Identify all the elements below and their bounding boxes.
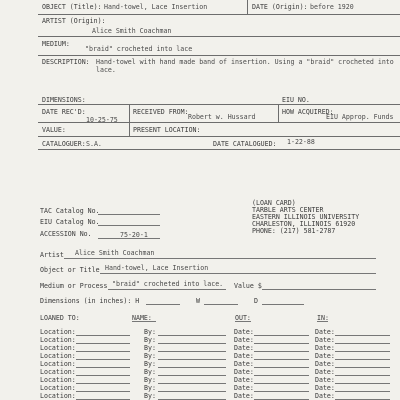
value-line [262, 289, 376, 290]
loan-artist-value: Alice Smith Coachman [75, 249, 155, 257]
divider [38, 136, 400, 137]
loan-row-location-label: Location: [40, 328, 76, 336]
loan-row-out-date-line [254, 367, 309, 368]
loan-row-in-date-line [335, 351, 390, 352]
loan-row-in-date-label: Date: [315, 344, 335, 352]
received-from-value: Robert w. Hussard [188, 113, 256, 121]
accession-line [98, 238, 160, 239]
accession-value: 75-20-1 [120, 231, 148, 239]
loan-row-in-date-label: Date: [315, 360, 335, 368]
loan-row-in-date-line [335, 391, 390, 392]
loan-row-out-date-line [254, 359, 309, 360]
date-catalogued-label: DATE CATALOGUED: [213, 140, 277, 148]
loan-row-by-line [158, 343, 226, 344]
tac-catalog-line [98, 214, 160, 215]
loan-row-out-date-line [254, 335, 309, 336]
loan-row-location-label: Location: [40, 352, 76, 360]
divider [278, 104, 279, 122]
dimensions-label: DIMENSIONS: [42, 96, 86, 104]
divider [38, 14, 400, 15]
out-column-label: OUT: [235, 314, 251, 322]
institution-name: TARBLE ARTS CENTER [252, 206, 324, 214]
loan-row-in-date-line [335, 335, 390, 336]
object-line [100, 273, 376, 274]
value-label: VALUE: [42, 126, 66, 134]
loan-row-by-line [158, 375, 226, 376]
date-origin-label: DATE (Origin): [252, 3, 308, 11]
loan-row-by-label: By: [144, 376, 156, 384]
loan-row-in-date-line [335, 383, 390, 384]
in-underline [317, 321, 328, 322]
loan-row-by-line [158, 383, 226, 384]
description-label: DESCRIPTION: [42, 58, 90, 66]
date-recd-label: DATE REC'D: [42, 108, 86, 116]
loan-row-out-date-label: Date: [234, 352, 254, 360]
divider [38, 122, 400, 123]
loan-row-by-label: By: [144, 344, 156, 352]
loan-medium-value: "braid" crocheted into lace. [112, 280, 224, 288]
loan-row-in-date-label: Date: [315, 368, 335, 376]
loan-row-location-line [76, 343, 130, 344]
how-acquired-label: HOW ACQUIRED: [282, 108, 334, 116]
loan-row-in-date-line [335, 375, 390, 376]
divider [247, 0, 248, 14]
loan-row-out-date-label: Date: [234, 328, 254, 336]
loan-row-out-date-line [254, 351, 309, 352]
loan-row-out-date-line [254, 391, 309, 392]
loan-row-by-line [158, 367, 226, 368]
width-label: W [196, 297, 200, 305]
loan-row-out-date-label: Date: [234, 360, 254, 368]
loan-row-in-date-label: Date: [315, 376, 335, 384]
divider [38, 149, 400, 150]
loan-row-location-label: Location: [40, 344, 76, 352]
loan-row-out-date-label: Date: [234, 384, 254, 392]
loan-artist-label: Artist [40, 251, 64, 259]
loan-row-by-line [158, 351, 226, 352]
loan-row-location-line [76, 375, 130, 376]
city-state: CHARLESTON, ILLINOIS 61920 [252, 220, 356, 228]
object-label: OBJECT (Title): [42, 3, 102, 11]
loan-row-out-date-line [254, 375, 309, 376]
eiu-catalog-label: EIU Catalog No. [40, 218, 100, 226]
depth-label: D [254, 297, 258, 305]
loan-row-by-line [158, 359, 226, 360]
loan-row-out-date-label: Date: [234, 376, 254, 384]
loan-row-by-label: By: [144, 384, 156, 392]
loan-row-in-date-label: Date: [315, 336, 335, 344]
loan-object-label: Object or Title [40, 266, 100, 274]
in-column-label: IN: [317, 314, 329, 322]
loan-row-by-label: By: [144, 336, 156, 344]
loan-row-out-date-label: Date: [234, 392, 254, 400]
divider [129, 122, 130, 136]
loan-row-location-line [76, 359, 130, 360]
loan-row-out-date-line [254, 383, 309, 384]
divider [38, 36, 400, 37]
loan-row-out-date-label: Date: [234, 368, 254, 376]
loan-row-location-line [76, 351, 130, 352]
received-from-label: RECEIVED FROM: [133, 108, 189, 116]
loan-dimensions-label: Dimensions (in inches): H [40, 297, 140, 305]
artist-label: ARTIST (Origin): [42, 17, 106, 25]
accession-label: ACCESSION No. [40, 230, 92, 238]
loan-row-in-date-line [335, 343, 390, 344]
loan-row-location-line [76, 367, 130, 368]
artist-value: Alice Smith Coachman [92, 27, 172, 35]
description-value: Hand-towel with hand made band of insertion. Using a "braid" crocheted into lace. [96, 58, 394, 74]
divider [38, 55, 400, 56]
loan-row-by-label: By: [144, 360, 156, 368]
name-underline [132, 321, 156, 322]
loan-object-value: Hand-towel, Lace Insertion [105, 264, 209, 272]
divider [38, 104, 400, 105]
loan-row-by-line [158, 391, 226, 392]
eiu-no-label: EIU NO. [282, 96, 310, 104]
phone: PHONE: (217) 581-2787 [252, 227, 336, 235]
medium-label: MEDIUM: [42, 40, 70, 48]
loan-row-by-label: By: [144, 352, 156, 360]
height-line [146, 304, 180, 305]
present-location-label: PRESENT LOCATION: [133, 126, 201, 134]
cataloguer-label: CATALOGUER: [42, 140, 86, 148]
loan-row-by-label: By: [144, 328, 156, 336]
loan-row-location-label: Location: [40, 360, 76, 368]
out-underline [235, 321, 251, 322]
loan-row-out-date-label: Date: [234, 336, 254, 344]
depth-line [262, 304, 304, 305]
loan-value-label: Value $ [234, 282, 262, 290]
loan-medium-label: Medium or Process [40, 282, 108, 290]
loaned-to-label: LOANED TO: [40, 314, 80, 322]
loan-row-in-date-line [335, 367, 390, 368]
loan-row-out-date-label: Date: [234, 344, 254, 352]
loan-row-in-date-label: Date: [315, 352, 335, 360]
date-recd-value: 10-25-75 [86, 116, 118, 124]
medium-line [108, 289, 226, 290]
loan-row-out-date-line [254, 343, 309, 344]
loan-row-in-date-line [335, 359, 390, 360]
loan-row-location-line [76, 335, 130, 336]
cataloguer-value: S.A. [86, 140, 102, 148]
divider [129, 104, 130, 122]
loan-row-in-date-label: Date: [315, 384, 335, 392]
eiu-catalog-line [98, 225, 160, 226]
name-column-label: NAME: [132, 314, 152, 322]
loan-row-location-label: Location: [40, 368, 76, 376]
university-name: EASTERN ILLINOIS UNIVERSITY [252, 213, 360, 221]
loan-row-in-date-label: Date: [315, 328, 335, 336]
loan-row-location-label: Location: [40, 336, 76, 344]
date-origin-value: before 1920 [310, 3, 354, 11]
loan-row-by-label: By: [144, 392, 156, 400]
loan-row-in-date-label: Date: [315, 392, 335, 400]
loan-row-location-label: Location: [40, 376, 76, 384]
medium-value: "braid" crocheted into lace [85, 45, 193, 53]
date-catalogued-value: 1-22-88 [287, 138, 315, 146]
loan-card-title: (LOAN CARD) [252, 199, 296, 207]
object-value: Hand-towel, Lace Insertion [104, 3, 208, 11]
tac-catalog-label: TAC Catalog No. [40, 207, 100, 215]
loan-row-location-label: Location: [40, 392, 76, 400]
width-line [204, 304, 238, 305]
artist-line [64, 258, 376, 259]
how-acquired-value: EIU Approp. Funds [326, 113, 394, 121]
loan-row-by-line [158, 335, 226, 336]
loan-row-by-label: By: [144, 368, 156, 376]
loan-row-location-line [76, 383, 130, 384]
loan-row-location-line [76, 391, 130, 392]
loan-row-location-label: Location: [40, 384, 76, 392]
